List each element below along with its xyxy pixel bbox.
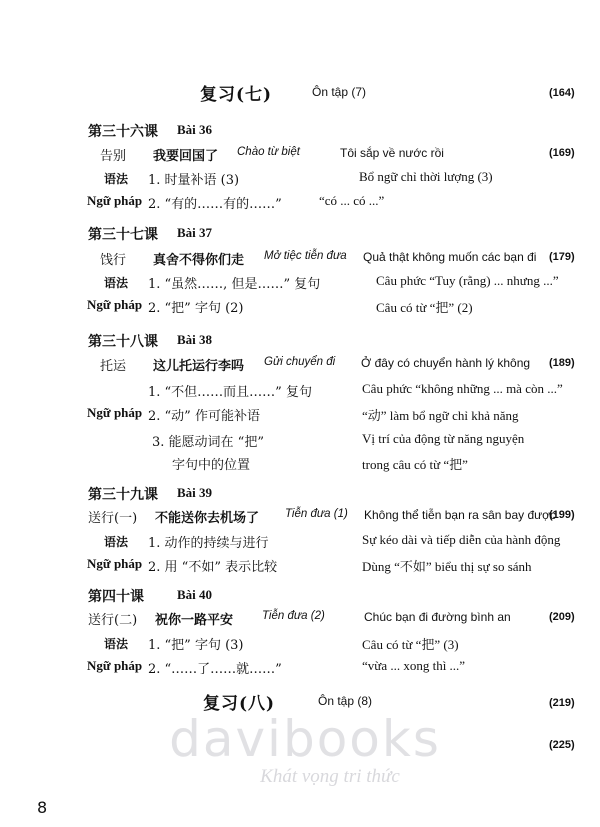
lesson-38-grammar-3-zh-line2: 字句中的位置 <box>172 458 251 473</box>
lesson-40-grammar-1-vi: Câu có từ “把” (3) <box>362 637 459 652</box>
lesson-36-title-zh: 告别 <box>100 149 127 164</box>
watermark-tagline: Khát vọng tri thức <box>260 766 400 787</box>
lesson-40-title-italic: Tiễn đưa (2) <box>262 610 325 622</box>
lesson-37-title-zh2: 真舍不得你们走 <box>153 253 245 268</box>
lesson-37-grammar-label-zh: 语法 <box>104 276 129 290</box>
lesson-38-grammar-2-vi: “动” làm bổ ngữ chỉ khả năng <box>362 408 519 423</box>
lesson-36-title-italic: Chào từ biệt <box>237 146 300 158</box>
lesson-39-title-zh2: 不能送你去机场了 <box>155 511 260 526</box>
lesson-37-title-zh: 饯行 <box>100 253 127 268</box>
review-7-vi: Ôn tập (7) <box>312 85 367 99</box>
lesson-38-grammar-1-zh: 1. “不但……而且……” 复句 <box>148 385 312 400</box>
lesson-37-vi: Bài 37 <box>177 225 213 240</box>
lesson-40-grammar-1-zh: 1. “把” 字句 (3) <box>148 638 244 653</box>
lesson-40-zh: 第四十课 <box>88 589 144 605</box>
page-number: 8 <box>37 798 48 817</box>
lesson-37-page: (179) <box>549 251 575 263</box>
lesson-37-grammar-2-vi: Câu có từ “把” (2) <box>376 300 473 315</box>
review-8-vi: Ôn tập (8) <box>318 694 373 708</box>
lesson-40-grammar-2-vi: “vừa ... xong thì ...” <box>362 658 466 673</box>
lesson-38-title-vi: Ở đây có chuyển hành lý không <box>361 356 531 370</box>
lesson-39-vi: Bài 39 <box>177 485 213 500</box>
review-7-page: (164) <box>549 87 575 99</box>
lesson-36-title-zh2: 我要回国了 <box>153 149 219 164</box>
lesson-39-grammar-2-vi: Dùng “不如” biểu thị sự so sánh <box>362 559 532 574</box>
lesson-38-grammar-3-vi-line1: Vị trí của động từ năng nguyện <box>362 431 525 446</box>
review-7-zh: 复习(七) <box>200 85 273 105</box>
lesson-38-title-zh2: 这儿托运行李吗 <box>153 359 245 374</box>
lesson-37-grammar-2-zh: 2. “把” 字句 (2) <box>148 301 244 316</box>
lesson-40-title-vi: Chúc bạn đi đường bình an <box>364 610 511 624</box>
lesson-40-grammar-label-vi: Ngữ pháp <box>87 658 143 673</box>
lesson-38-title-zh: 托运 <box>100 359 127 374</box>
lesson-37-title-vi: Quả thật không muốn các bạn đi <box>363 250 537 264</box>
lesson-39-title-italic: Tiễn đưa (1) <box>285 508 348 520</box>
lesson-38-title-italic: Gửi chuyển đi <box>264 356 336 368</box>
lesson-36-page: (169) <box>549 147 575 159</box>
lesson-39-grammar-label-vi: Ngữ pháp <box>87 556 143 571</box>
lesson-38-page: (189) <box>549 357 575 369</box>
lesson-39-grammar-2-zh: 2. 用 “不如” 表示比较 <box>148 560 278 575</box>
lesson-40-title-zh2: 祝你一路平安 <box>155 613 234 628</box>
last-entry-page: (225) <box>549 739 575 751</box>
lesson-36-vi: Bài 36 <box>177 122 213 137</box>
lesson-37-grammar-1-vi: Câu phức “Tuy (rằng) ... nhưng ...” <box>376 273 559 288</box>
lesson-40-grammar-label-zh: 语法 <box>104 637 129 651</box>
lesson-38-grammar-1-vi: Câu phức “không những ... mà còn ...” <box>362 381 563 396</box>
lesson-37-grammar-1-zh: 1. “虽然……, 但是……” 复句 <box>148 277 321 292</box>
lesson-36-grammar-label-zh: 语法 <box>104 172 129 186</box>
lesson-39-grammar-1-zh: 1. 动作的持续与进行 <box>148 536 269 551</box>
lesson-36-grammar-label-vi: Ngữ pháp <box>87 193 143 208</box>
review-8-page: (219) <box>549 697 575 709</box>
lesson-37-grammar-label-vi: Ngữ pháp <box>87 297 143 312</box>
lesson-38-zh: 第三十八课 <box>88 334 158 350</box>
lesson-38-grammar-2-zh: 2. “动” 作可能补语 <box>148 409 260 424</box>
lesson-40-grammar-2-zh: 2. “……了……就……” <box>148 662 282 677</box>
lesson-36-grammar-2-vi: “có ... có ...” <box>319 193 385 208</box>
lesson-36-grammar-2-zh: 2. “有的……有的……” <box>148 197 282 212</box>
lesson-36-grammar-1-zh: 1. 时量补语 (3) <box>148 173 240 188</box>
lesson-39-grammar-label-zh: 语法 <box>104 535 129 549</box>
lesson-40-page: (209) <box>549 611 575 623</box>
lesson-39-title-zh: 送行(一) <box>88 511 138 526</box>
lesson-39-title-vi: Không thể tiễn bạn ra sân bay được <box>364 508 557 522</box>
lesson-39-page: (199) <box>549 509 575 521</box>
watermark-logo: davibooks <box>169 710 441 768</box>
lesson-36-zh: 第三十六课 <box>88 124 158 140</box>
lesson-39-grammar-1-vi: Sự kéo dài và tiếp diễn của hành động <box>362 532 561 547</box>
lesson-37-zh: 第三十七课 <box>88 227 158 243</box>
lesson-39-zh: 第三十九课 <box>88 487 158 503</box>
lesson-38-grammar-3-vi-line2: trong câu có từ “把” <box>362 457 468 472</box>
lesson-40-vi: Bài 40 <box>177 587 213 602</box>
review-8-zh: 复习(八) <box>203 694 276 714</box>
lesson-37-title-italic: Mở tiệc tiễn đưa <box>264 250 347 262</box>
lesson-36-title-vi: Tôi sắp về nước rồi <box>340 146 444 160</box>
lesson-36-grammar-1-vi: Bổ ngữ chỉ thời lượng (3) <box>359 169 493 184</box>
lesson-38-vi: Bài 38 <box>177 332 213 347</box>
lesson-38-grammar-label-vi: Ngữ pháp <box>87 405 143 420</box>
lesson-40-title-zh: 送行(二) <box>88 613 138 628</box>
lesson-38-grammar-3-zh-line1: 3. 能愿动词在 “把” <box>152 435 264 450</box>
